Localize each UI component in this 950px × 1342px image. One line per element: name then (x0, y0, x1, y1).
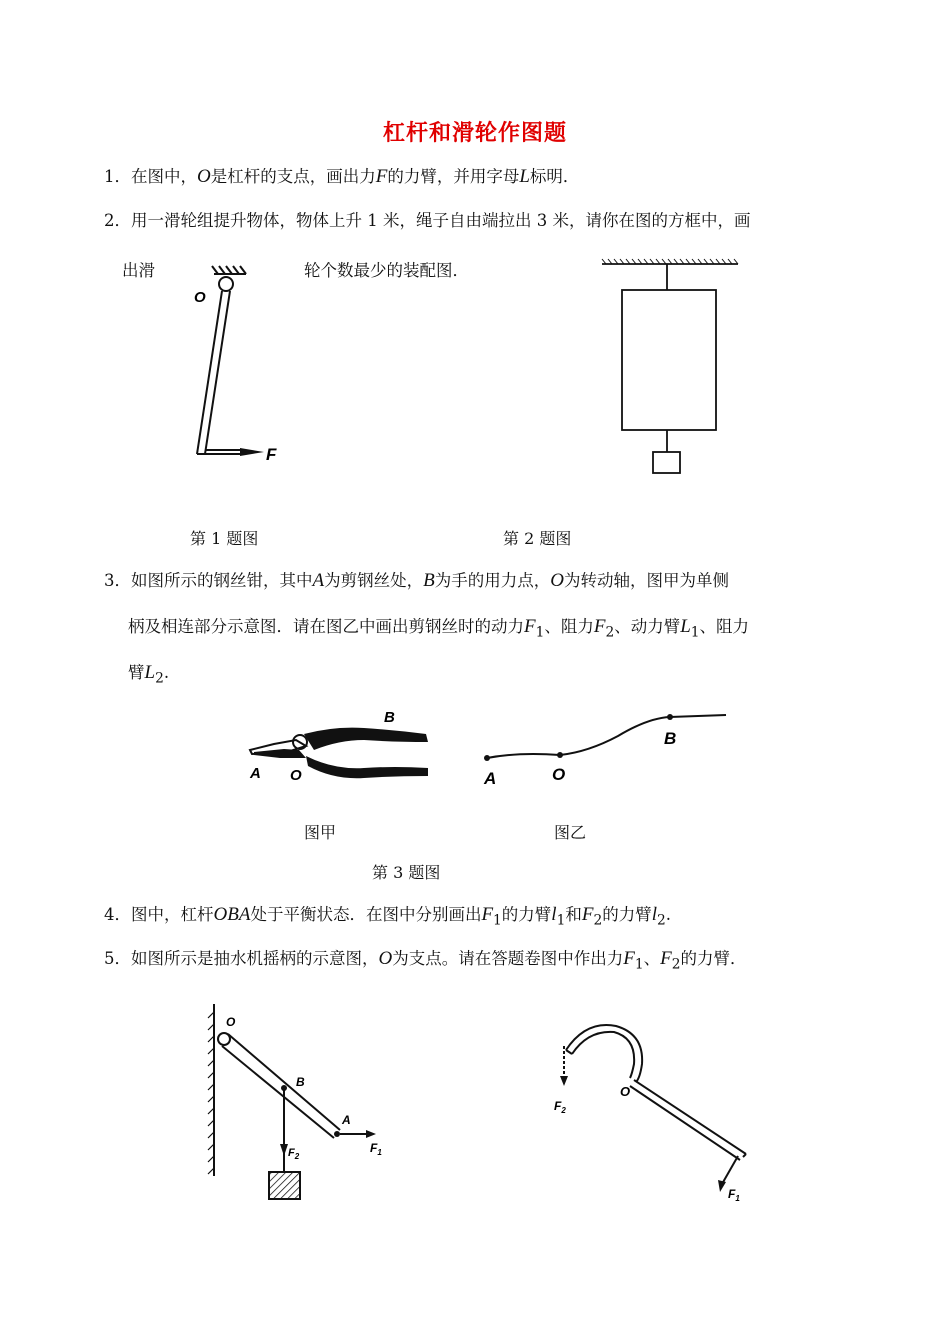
q3-text: 臂 (128, 663, 145, 682)
label-b: B (384, 709, 395, 726)
q3-text: 、阻力 (544, 617, 594, 636)
q2-text: 用一滑轮组提升物体，物体上升 1 米，绳子自由端拉出 3 米，请你在图的方框中，画 (131, 211, 751, 230)
q5-text: 、 (643, 949, 661, 968)
label-b: B (664, 729, 677, 748)
q3-text: 为剪钢丝处， (324, 571, 424, 590)
q1-text: 在图中， (131, 167, 197, 186)
question-3-line-1 (104, 570, 729, 592)
q3-sub: 2 (155, 670, 164, 687)
q3-text: . (163, 663, 170, 682)
force-arrow (240, 448, 264, 456)
q3-text: 如图所示的钢丝钳，其中 (131, 571, 313, 590)
label-o: O (290, 767, 302, 784)
figure-3-caption: 第 3 题图 (372, 863, 441, 882)
label-b: B (296, 1075, 305, 1089)
question-1 (104, 166, 579, 188)
q5-var-f1: F (623, 948, 635, 969)
q1-text: 标明． (529, 167, 580, 186)
q4-sub: 2 (656, 912, 666, 929)
label-a: A (250, 765, 261, 782)
q2-text-cont-a: 出滑 (122, 261, 155, 280)
label-a: A (484, 769, 497, 788)
q1-var-l: L (519, 166, 530, 187)
q4-text: 的力臂 (602, 905, 652, 924)
q3-sub: 1 (690, 624, 700, 641)
q3-var-f1: F (524, 616, 536, 637)
q4-text: 处于平衡状态．在图中分别画出 (250, 905, 482, 924)
q3-sub: 2 (605, 624, 615, 641)
q2-number: 2． (104, 211, 131, 230)
weight-block (653, 452, 680, 473)
label-f: F (266, 445, 277, 464)
q3-text: 、阻力 (699, 617, 750, 636)
q1-var-f: F (375, 166, 388, 187)
q4-text: 图中，杠杆 (131, 905, 214, 924)
q5-sub: 2 (671, 956, 681, 973)
label-o: O (620, 1084, 631, 1099)
figure-1-caption: 第 1 题图 (190, 529, 259, 548)
question-3-line-3 (128, 662, 169, 689)
hanging-weight (269, 1172, 300, 1199)
q3-text: 为转动轴，图甲为单侧 (563, 571, 729, 590)
q3-var-b: B (423, 570, 435, 591)
figure-2-pulley-box (598, 256, 743, 478)
q4-var-f2: F (581, 904, 594, 925)
label-f1: $F_1$ (728, 1187, 740, 1203)
q3-number: 3． (104, 571, 131, 590)
figure-3-yi-curve (478, 702, 733, 792)
q4-sub: 2 (593, 912, 603, 929)
label-f2: $F_2$ (288, 1147, 300, 1161)
upper-handle (304, 728, 428, 750)
q1-var-o: O (197, 166, 211, 187)
q4-text: 和 (565, 905, 582, 924)
q3-var-l1: L (680, 616, 691, 637)
label-o: O (194, 289, 206, 306)
label-f1: $F_1$ (370, 1141, 382, 1157)
label-f2: $F_2$ (554, 1099, 566, 1115)
q5-text: 的力臂． (680, 949, 747, 968)
q5-number: 5． (104, 949, 131, 968)
q4-sub: 1 (556, 912, 566, 929)
lower-handle (306, 756, 428, 778)
q3-var-a: A (312, 570, 325, 591)
question-5 (104, 948, 746, 975)
q4-number: 4． (104, 905, 131, 924)
q5-text: 为支点。请在答题卷图中作出力 (392, 949, 624, 968)
q1-text: 是杠杆的支点，画出力 (210, 167, 376, 186)
figure-3-jia-caption: 图甲 (304, 823, 337, 842)
pivot-circle (219, 277, 233, 291)
q4-var-f1: F (481, 904, 494, 925)
q5-sub: 1 (634, 956, 644, 973)
q3-var-f2: F (593, 616, 606, 637)
q4-sub: 1 (493, 912, 502, 929)
q1-text: 的力臂，并用字母 (387, 167, 520, 186)
q4-var-oba: OBA (213, 904, 251, 925)
q3-var-o: O (550, 570, 564, 591)
question-4 (104, 904, 671, 931)
label-o: O (226, 1015, 236, 1029)
q3-text: 为手的用力点， (434, 571, 551, 590)
figure-1-lever (180, 264, 300, 474)
q5-text: 如图所示是抽水机摇柄的示意图， (131, 949, 379, 968)
figure-3-yi-caption: 图乙 (554, 823, 587, 842)
figure-4-lever-oba (206, 1004, 396, 1204)
q3-text: 、动力臂 (614, 617, 681, 636)
q1-number: 1． (104, 167, 131, 186)
q4-var-l1: l (551, 904, 557, 925)
question-2 (104, 210, 750, 232)
q3-sub: 1 (535, 624, 545, 641)
q4-text: . (665, 905, 671, 924)
q4-text: 的力臂 (501, 905, 552, 924)
q2-text-cont-b: 轮个数最少的装配图． (304, 261, 469, 280)
label-o: O (552, 765, 566, 784)
figure-3-jia-pliers (244, 706, 439, 790)
q5-var-f2: F (660, 948, 672, 969)
q3-var-l2: L (144, 662, 156, 683)
q5-var-o: O (378, 948, 393, 969)
answer-box (622, 290, 716, 430)
figure-2-caption: 第 2 题图 (503, 529, 572, 548)
figure-5-pump-handle (548, 1016, 758, 1206)
q3-text: 柄及相连部分示意图．请在图乙中画出剪钢丝时的动力 (128, 617, 524, 636)
q4-var-l2: l (651, 904, 657, 925)
page-title: 杠杆和滑轮作图题 (382, 120, 567, 146)
question-3-line-2 (128, 616, 749, 643)
label-a: A (342, 1113, 351, 1127)
